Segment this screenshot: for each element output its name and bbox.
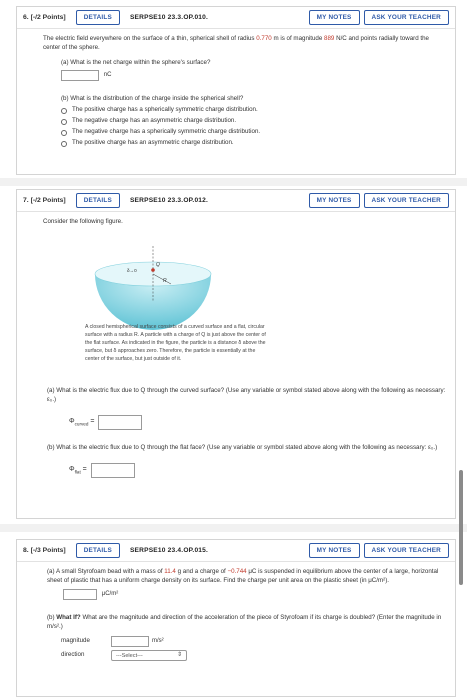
- magnitude-label: magnitude: [61, 637, 90, 645]
- my-notes-button[interactable]: MY NOTES: [309, 543, 360, 558]
- field-value: 889: [324, 35, 335, 42]
- question-6: [16, 6, 456, 175]
- part-a-text: (a) A small Styrofoam bead with a mass of 11.4 g and a charge of −0.744 μC is suspended in equilibrium above the center of a large, horizontal sheet of plastic that has a uniform charge density on its surface. Find the charge per unit area on the plastic sheet (in μC/m²).: [47, 568, 439, 584]
- ask-teacher-button[interactable]: ASK YOUR TEACHER: [364, 543, 449, 558]
- radius-value: 0.770: [256, 35, 272, 42]
- ask-teacher-button[interactable]: ASK YOUR TEACHER: [364, 10, 449, 25]
- part-b-text: (b) What If? What are the magnitude and direction of the acceleration of the piece of Styrofoam if its charge is doubled? (Enter the magnitude in m/s².): [47, 614, 442, 631]
- select-arrows-icon: ⇕: [176, 652, 182, 659]
- ask-teacher-button[interactable]: ASK YOUR TEACHER: [364, 193, 449, 208]
- question-7: [16, 189, 456, 519]
- radio-button[interactable]: [61, 141, 67, 147]
- section-separator: [0, 524, 467, 532]
- part-b-text: (b) What is the distribution of the charge inside the spherical shell?: [61, 95, 244, 103]
- phi-curved-label: $\Phi_{curved}$ =: [69, 417, 95, 427]
- question-body: [17, 562, 455, 671]
- hemisphere-figure: [93, 242, 213, 332]
- option-3[interactable]: The positive charge has an asymmetric charge distribution.: [61, 139, 445, 148]
- intro-text: Consider the following figure.: [43, 218, 123, 225]
- question-prompt: The electric field everywhere on the surface of a thin, spherical shell of radius 0.770 m is of magnitude 889 N/C and points radially toward the center of the sphere.: [43, 35, 429, 51]
- question-code: SERPSE10 23.4.OP.015.: [129, 547, 209, 554]
- radio-button[interactable]: [61, 119, 67, 125]
- part-a-text: (a) What is the net charge within the sphere's surface?: [61, 58, 211, 66]
- charge-label: Q: [156, 262, 160, 268]
- select-value: ---Select---: [116, 652, 143, 659]
- question-number: 6. [-/2 Points]: [23, 14, 66, 21]
- question-header: [17, 7, 455, 29]
- question-code: SERPSE10 23.3.OP.010.: [129, 14, 209, 21]
- charge-density-input[interactable]: [63, 589, 97, 600]
- scrollbar[interactable]: [459, 470, 463, 585]
- section-separator: [0, 178, 467, 186]
- option-0[interactable]: The positive charge has a spherically symmetric charge distribution.: [61, 106, 445, 115]
- part-b: [47, 444, 447, 478]
- direction-label: direction: [61, 651, 85, 659]
- option-1[interactable]: The negative charge has an asymmetric charge distribution.: [61, 117, 445, 126]
- part-a-text: (a) What is the electric flux due to Q through the curved surface? (Use any variable or symbol stated above along with the following as necessary: ε₀.): [47, 387, 446, 403]
- my-notes-button[interactable]: MY NOTES: [309, 10, 360, 25]
- radius-label: R: [163, 278, 167, 284]
- part-a: [61, 59, 445, 81]
- direction-select[interactable]: [111, 650, 187, 661]
- radio-button[interactable]: [61, 108, 67, 114]
- radio-button[interactable]: [61, 130, 67, 136]
- question-body: [17, 212, 455, 475]
- question-8: [16, 539, 456, 697]
- flux-curved-input[interactable]: [98, 415, 142, 430]
- details-button[interactable]: DETAILS: [76, 10, 120, 25]
- details-button[interactable]: DETAILS: [76, 543, 120, 558]
- part-a: [47, 387, 447, 430]
- charge-value: −0.744: [227, 568, 247, 575]
- phi-flat-label: $\Phi_{flat}$ =: [69, 465, 87, 475]
- flux-flat-input[interactable]: [91, 463, 135, 478]
- details-button[interactable]: DETAILS: [76, 193, 120, 208]
- option-2[interactable]: The negative charge has a spherically symmetric charge distribution.: [61, 128, 445, 137]
- question-header: [17, 190, 455, 212]
- part-b-text: (b) What is the electric flux due to Q through the flat face? (Use any variable or symbol stated above along with the following as necessary: ε₀.): [47, 444, 438, 451]
- question-body: [17, 29, 455, 160]
- unit-label: nC: [103, 72, 112, 79]
- magnitude-unit: m/s²: [152, 638, 164, 645]
- net-charge-input[interactable]: [61, 70, 99, 81]
- question-header: [17, 540, 455, 562]
- delta-label: δ→0: [127, 268, 137, 273]
- figure-caption: A closed hemispherical surface consists of a curved surface and a flat, circular surface with a radius R. A particle with a charge of Q is just above the center of the flat surface. As indicated in the figure, the particle is a distance δ above the surface, but δ approaches zero. Therefore, the particle is essentially at the center of the surface, but just outside of it.: [85, 324, 266, 363]
- part-b: [61, 95, 445, 148]
- mass-value: 11.4: [164, 568, 176, 575]
- unit-label: μC/m²: [101, 591, 119, 598]
- question-code: SERPSE10 23.3.OP.012.: [129, 197, 209, 204]
- question-number: 8. [-/3 Points]: [23, 547, 66, 554]
- my-notes-button[interactable]: MY NOTES: [309, 193, 360, 208]
- magnitude-input[interactable]: [111, 636, 149, 647]
- charge-particle: [151, 268, 155, 272]
- question-number: 7. [-/2 Points]: [23, 197, 66, 204]
